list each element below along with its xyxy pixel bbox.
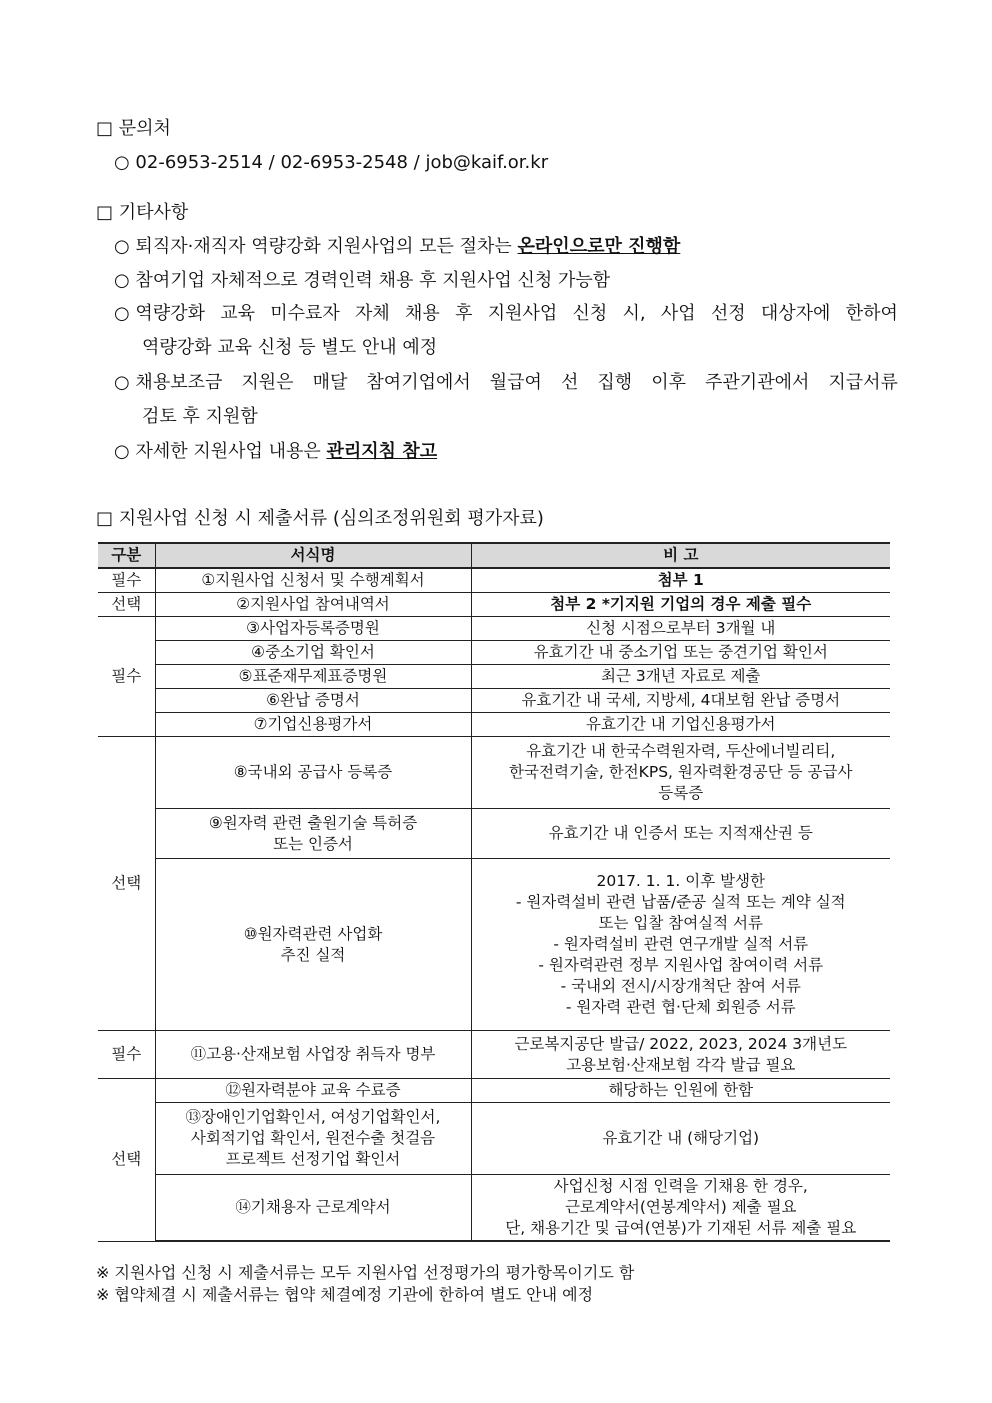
contact-info: ○ 02-6953-2514 / 02-6953-2548 / job@kaif.or.kr — [114, 152, 549, 173]
table-row — [98, 641, 890, 665]
etc-item-subsidy-line1: ○ 채용보조금 지원은 매달 참여기업에서 월급여 선 집행 이후 주관기관에서 지급서류 — [114, 372, 898, 393]
etc-item-guideline-text: ○ 자세한 지원사업 내용은 — [114, 441, 327, 462]
table-row — [98, 1079, 890, 1103]
etc-item-training — [114, 297, 898, 365]
etc-item-online-text: ○ 퇴직자·재직자 역량강화 지원사업의 모든 절차는 — [114, 236, 518, 257]
table-row — [98, 859, 890, 1031]
etc-item-subsidy-line2: 검토 후 지원함 — [142, 406, 258, 427]
table-row — [98, 1175, 890, 1242]
contact-heading: □ 문의처 — [96, 118, 171, 139]
table-row — [98, 568, 890, 593]
form-name-cell: ⑭기채용자 근로계약서 — [155, 1175, 471, 1242]
remarks-cell: 유효기간 내 중소기업 또는 중견기업 확인서 — [471, 641, 890, 665]
col-header-form-name: 서식명 — [155, 543, 471, 568]
etc-heading: □ 기타사항 — [96, 202, 189, 223]
footnote-evaluation: ※ 지원사업 신청 시 제출서류는 모두 지원사업 선정평가의 평가항목이기도 함 — [96, 1263, 635, 1282]
form-name-cell: ⑨원자력 관련 출원기술 특허증 또는 인증서 — [155, 809, 471, 859]
etc-item-guideline-emphasis: 관리지침 참고 — [326, 441, 438, 462]
etc-item-training-line2: 역량강화 교육 신청 등 별도 안내 예정 — [142, 337, 438, 358]
etc-item-training-line1: ○ 역량강화 교육 미수료자 자체 채용 후 지원사업 신청 시, 사업 선정 대상자에 한하여 — [114, 303, 898, 324]
remarks-cell: 유효기간 내 기업신용평가서 — [471, 713, 890, 737]
etc-item-hiring: ○ 참여기업 자체적으로 경력인력 채용 후 지원사업 신청 가능함 — [114, 270, 611, 291]
category-cell: 선택 — [98, 1079, 155, 1242]
remarks-cell: 근로복지공단 발급/ 2022, 2023, 2024 3개년도 고용보험·산재보험 각각 발급 필요 — [471, 1031, 890, 1079]
form-name-cell: ③사업자등록증명원 — [155, 617, 471, 641]
etc-item-online — [114, 234, 680, 260]
table-row — [98, 809, 890, 859]
table-row — [98, 665, 890, 689]
form-name-cell: ②지원사업 참여내역서 — [155, 593, 471, 617]
form-name-cell: ⑩원자력관련 사업화 추진 실적 — [155, 859, 471, 1031]
documents-table — [98, 542, 890, 1242]
form-name-cell: ⑦기업신용평가서 — [155, 713, 471, 737]
category-cell: 선택 — [98, 737, 155, 1031]
table-header-row — [98, 543, 890, 568]
table-row — [98, 1103, 890, 1175]
remarks-cell: 사업신청 시점 인력을 기채용 한 경우, 근로계약서(연봉계약서) 제출 필요 단, 채용기간 및 급여(연봉)가 기재된 서류 제출 필요 — [471, 1175, 890, 1242]
remarks-cell: 유효기간 내 (해당기업) — [471, 1103, 890, 1175]
category-cell: 필수 — [98, 1031, 155, 1079]
table-row — [98, 1031, 890, 1079]
form-name-cell: ⑬장애인기업확인서, 여성기업확인서, 사회적기업 확인서, 원전수출 첫걸음 프로젝트 선정기업 확인서 — [155, 1103, 471, 1175]
category-cell: 필수 — [98, 568, 155, 593]
etc-item-guideline — [114, 439, 437, 465]
remarks-cell: 해당하는 인원에 한함 — [471, 1079, 890, 1103]
remarks-cell: 유효기간 내 한국수력원자력, 두산에너빌리티, 한국전력기술, 한전KPS, 원자력환경공단 등 공급사 등록증 — [471, 737, 890, 809]
form-name-cell: ⑧국내외 공급사 등록증 — [155, 737, 471, 809]
col-header-category: 구분 — [98, 543, 155, 568]
form-name-cell: ⑫원자력분야 교육 수료증 — [155, 1079, 471, 1103]
remarks-cell: 최근 3개년 자료로 제출 — [471, 665, 890, 689]
etc-item-subsidy — [114, 366, 898, 434]
category-cell: 필수 — [98, 617, 155, 737]
remarks-cell: 첨부 2 *기지원 기업의 경우 제출 필수 — [471, 593, 890, 617]
remarks-cell: 신청 시점으로부터 3개월 내 — [471, 617, 890, 641]
table-row — [98, 713, 890, 737]
remarks-cell: 2017. 1. 1. 이후 발생한 - 원자력설비 관련 납품/준공 실적 또는 계약 실적 또는 입찰 참여실적 서류 - 원자력설비 관련 연구개발 실적 서류 - 원자력관련 정부 지원사업 참여이력 서류 - 국내외 전시/시장개척단 참여 서류 - 원자력 관련 협·단체 회원증 서류 — [471, 859, 890, 1031]
remarks-cell: 유효기간 내 국세, 지방세, 4대보험 완납 증명서 — [471, 689, 890, 713]
category-cell: 선택 — [98, 593, 155, 617]
col-header-remarks: 비 고 — [471, 543, 890, 568]
remarks-cell: 첨부 1 — [471, 568, 890, 593]
footnote-agreement: ※ 협약체결 시 제출서류는 협약 체결예정 기관에 한하여 별도 안내 예정 — [96, 1285, 594, 1304]
etc-item-online-emphasis: 온라인으로만 진행함 — [517, 236, 681, 257]
remarks-cell: 유효기간 내 인증서 또는 지적재산권 등 — [471, 809, 890, 859]
table-row — [98, 737, 890, 809]
form-name-cell: ⑪고용·산재보험 사업장 취득자 명부 — [155, 1031, 471, 1079]
table-row — [98, 593, 890, 617]
table-row — [98, 689, 890, 713]
form-name-cell: ⑥완납 증명서 — [155, 689, 471, 713]
table-row — [98, 617, 890, 641]
form-name-cell: ④중소기업 확인서 — [155, 641, 471, 665]
form-name-cell: ①지원사업 신청서 및 수행계획서 — [155, 568, 471, 593]
form-name-cell: ⑤표준재무제표증명원 — [155, 665, 471, 689]
docs-heading: □ 지원사업 신청 시 제출서류 (심의조정위원회 평가자료) — [96, 508, 544, 529]
